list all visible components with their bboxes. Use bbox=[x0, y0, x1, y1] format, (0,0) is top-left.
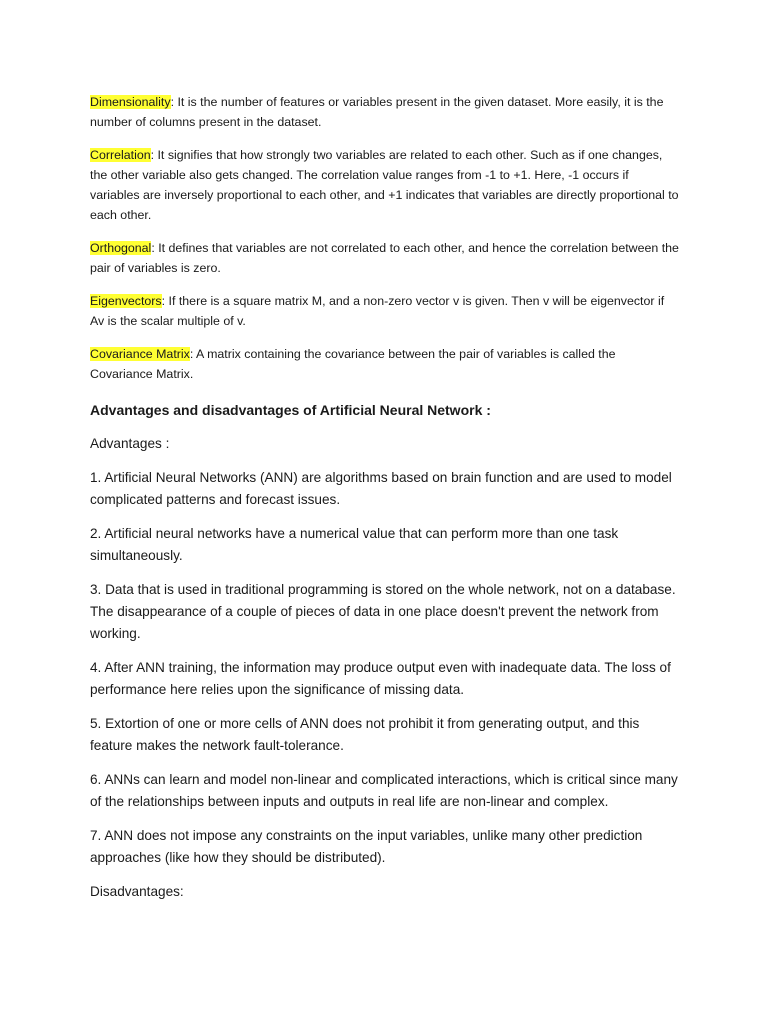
advantage-item: 6. ANNs can learn and model non-linear and complicated interactions, which is critical since many of the relationships between inputs and outputs in real life are non-linear and complex. bbox=[90, 772, 678, 809]
document-body bbox=[90, 92, 680, 915]
definition-text: : It is the number of features or variables present in the given dataset. More easily, it is the number of columns present in the dataset. bbox=[90, 95, 664, 129]
definition-text: : It defines that variables are not correlated to each other, and hence the correlation between the pair of variables is zero. bbox=[90, 241, 679, 275]
definition-text: : It signifies that how strongly two variables are related to each other. Such as if one changes, the other variable also gets changed. The correlation value ranges from -1 to +1. Here, -1 occurs if variables are inversely proportional to each other, and +1 indicates that variables are directly proportional to each other. bbox=[90, 148, 679, 222]
definition-eigenvectors bbox=[90, 291, 680, 331]
highlighted-term: Eigenvectors bbox=[90, 294, 162, 308]
advantage-item: 5. Extortion of one or more cells of ANN does not prohibit it from generating output, and this feature makes the network fault-tolerance. bbox=[90, 716, 640, 753]
definition-text: : A matrix containing the covariance between the pair of variables is called the Covariance Matrix. bbox=[90, 347, 616, 381]
highlighted-term: Correlation bbox=[90, 148, 151, 162]
disadvantages-label: Disadvantages: bbox=[90, 884, 184, 899]
section-heading: Advantages and disadvantages of Artificial Neural Network : bbox=[90, 402, 491, 418]
definition-dimensionality bbox=[90, 92, 680, 132]
definition-correlation bbox=[90, 145, 680, 225]
advantage-item: 4. After ANN training, the information may produce output even with inadequate data. The loss of performance here relies upon the significance of missing data. bbox=[90, 660, 671, 697]
definition-text: : If there is a square matrix M, and a non-zero vector v is given. Then v will be eigenvector if Av is the scalar multiple of v. bbox=[90, 294, 665, 328]
highlighted-term: Dimensionality bbox=[90, 95, 171, 109]
advantage-item: 7. ANN does not impose any constraints on the input variables, unlike many other prediction approaches (like how they should be distributed). bbox=[90, 828, 643, 865]
advantage-item: 2. Artificial neural networks have a numerical value that can perform more than one task simultaneously. bbox=[90, 526, 619, 563]
advantages-label: Advantages : bbox=[90, 436, 170, 451]
definition-covariance-matrix bbox=[90, 344, 680, 384]
highlighted-term: Covariance Matrix bbox=[90, 347, 190, 361]
advantage-item: 1. Artificial Neural Networks (ANN) are algorithms based on brain function and are used to model complicated patterns and forecast issues. bbox=[90, 470, 672, 507]
advantage-item: 3. Data that is used in traditional programming is stored on the whole network, not on a database. The disappearance of a couple of pieces of data in one place doesn't prevent the network from working. bbox=[90, 582, 676, 641]
definition-orthogonal bbox=[90, 238, 680, 278]
highlighted-term: Orthogonal bbox=[90, 241, 152, 255]
